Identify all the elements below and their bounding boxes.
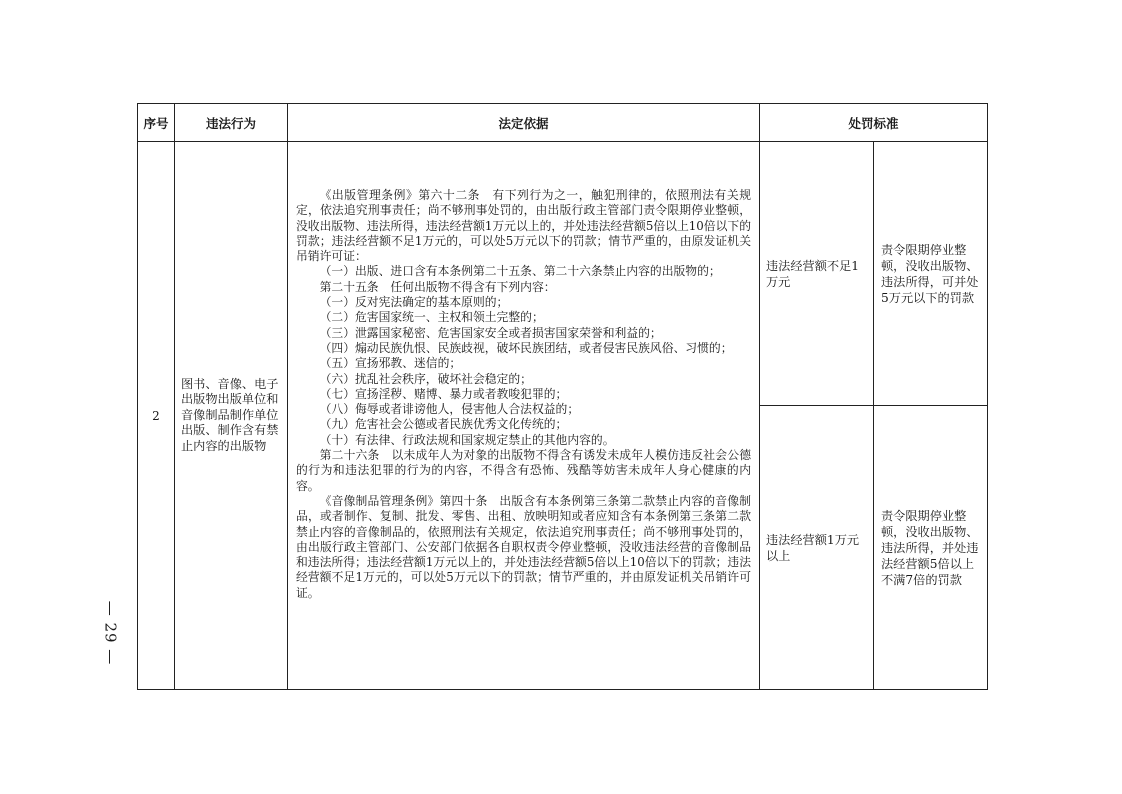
basis-paragraph: 《出版管理条例》第六十二条 有下列行为之一，触犯刑律的，依照刑法有关规定，依法追究刑事责任；尚不够刑事处罚的，由出版行政主管部门责令限期停业整顿，没收出版物、违法所得，违法经营额1万元以上的，并处违法经营额5倍以上10倍以下的罚款；违法经营额不足1万元的，可以处5万元以下的罚款；情节严重的，由原发证机关吊销许可证：	[296, 188, 751, 264]
basis-paragraph: （七）宣扬淫秽、赌博、暴力或者教唆犯罪的；	[319, 386, 568, 401]
basis-paragraph: （一）出版、进口含有本条例第二十五条、第二十六条禁止内容的出版物的；	[319, 264, 721, 279]
table-row	[138, 142, 988, 406]
basis-paragraph: （九）危害社会公德或者民族优秀文化传统的；	[319, 417, 568, 432]
page-number: — 29 —	[101, 600, 119, 666]
penalty-table	[137, 103, 988, 690]
basis-paragraph: （十）有法律、行政法规和国家规定禁止的其他内容的。	[319, 432, 615, 447]
basis-paragraph: （四）煽动民族仇恨、民族歧视，破坏民族团结，或者侵害民族风俗、习惯的；	[319, 340, 733, 355]
header-basis: 法定依据	[288, 104, 760, 142]
penalty-condition: 违法经营额不足1万元	[760, 142, 874, 406]
header-behavior: 违法行为	[175, 104, 288, 142]
header-index: 序号	[138, 104, 175, 142]
basis-paragraph: （三）泄露国家秘密、危害国家安全或者损害国家荣誉和利益的；	[319, 325, 662, 340]
legal-basis	[288, 142, 760, 690]
penalty-standard: 责令限期停业整顿，没收出版物、违法所得，可并处5万元以下的罚款	[874, 142, 988, 406]
basis-paragraph: （一）反对宪法确定的基本原则的；	[319, 295, 509, 310]
row-index: 2	[138, 142, 175, 690]
penalty-condition: 违法经营额1万元以上	[760, 406, 874, 690]
basis-paragraph: 第二十六条 以未成年人为对象的出版物不得含有诱发未成年人模仿违反社会公德的行为和违法犯罪的行为的内容，不得含有恐怖、残酷等妨害未成年人身心健康的内容。	[296, 448, 751, 493]
table-header-row	[138, 104, 988, 142]
violation-behavior: 图书、音像、电子出版物出版单位和音像制品制作单位出版、制作含有禁止内容的出版物	[175, 142, 288, 690]
basis-paragraph: （八）侮辱或者诽谤他人，侵害他人合法权益的；	[319, 402, 580, 417]
basis-paragraph: 第二十五条 任何出版物不得含有下列内容：	[319, 279, 556, 294]
penalty-standard: 责令限期停业整顿，没收出版物、违法所得，并处违法经营额5倍以上不满7倍的罚款	[874, 406, 988, 690]
basis-paragraph: 《音像制品管理条例》第四十条 出版含有本条例第三条第二款禁止内容的音像制品，或者制作、复制、批发、零售、出租、放映明知或者应知含有本条例第三条第二款禁止内容的音像制品的，依照刑法有关规定，依法追究刑事责任；尚不够刑事处罚的，由出版行政主管部门、公安部门依据各自职权责令停业整顿，没收违法经营的音像制品和违法所得；违法经营额1万元以上的，并处违法经营额5倍以上10倍以下的罚款；违法经营额不足1万元的，可以处5万元以下的罚款；情节严重的，并由原发证机关吊销许可证。	[296, 493, 751, 600]
basis-paragraph: （二）危害国家统一、主权和领土完整的；	[319, 310, 544, 325]
header-penalty: 处罚标准	[760, 104, 988, 142]
basis-paragraph: （五）宣扬邪教、迷信的；	[319, 356, 462, 371]
basis-paragraph: （六）扰乱社会秩序，破坏社会稳定的；	[319, 371, 532, 386]
